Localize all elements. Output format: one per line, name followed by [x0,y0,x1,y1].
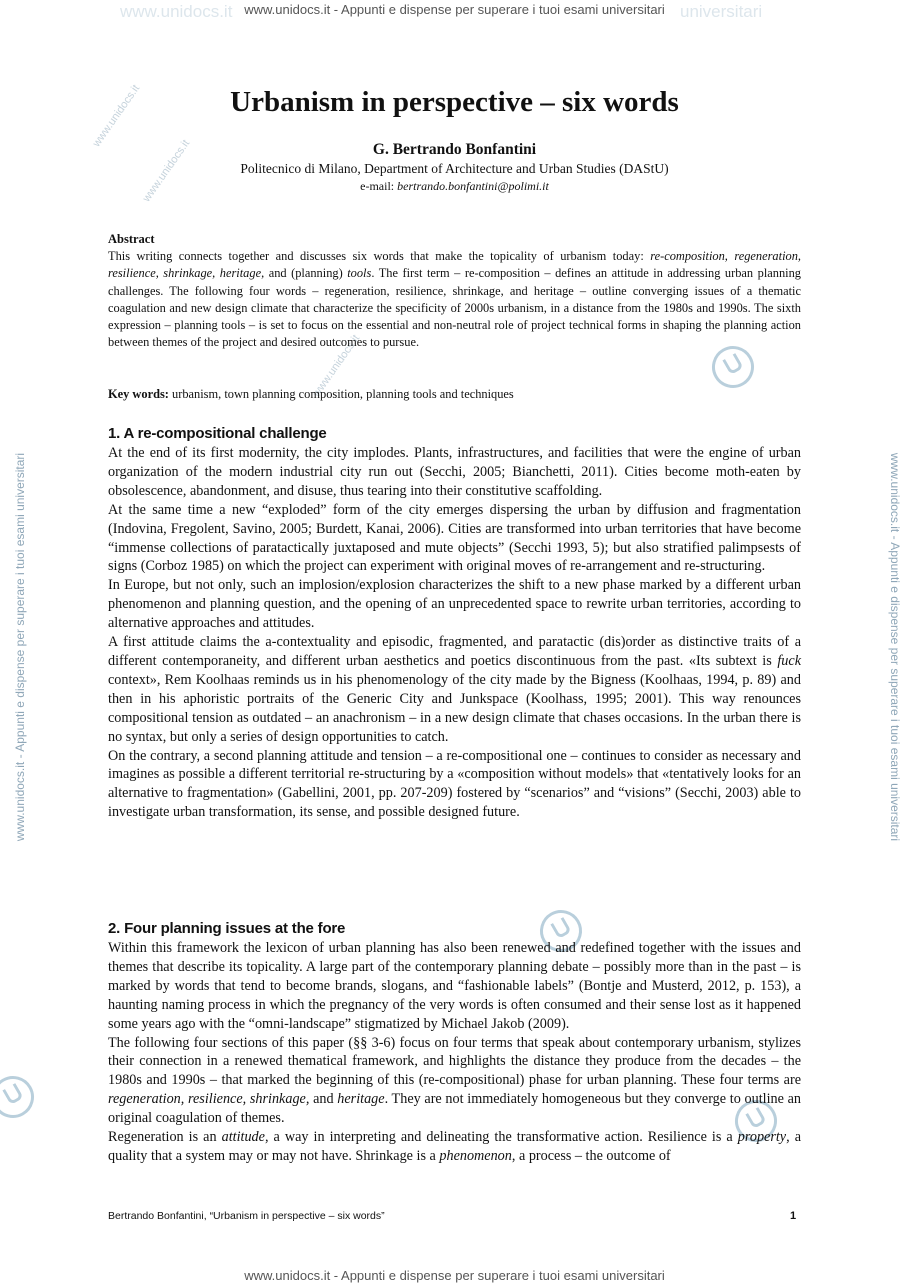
author-affiliation: Politecnico di Milano, Department of Architecture and Urban Studies (DAStU) [240,161,669,176]
page-number: 1 [790,1210,797,1222]
watermark-banner-bottom: www.unidocs.it - Appunti e dispense per superare i tuoi esami universitari [244,1268,665,1283]
abstract-text: This writing connects together and discusses six words that make the topicality of urbanism today: re-composition, regeneration, resilience, shrinkage, heritage, and (planning) tools. The first term – re-composition – defines an attitude in addressing urban planning challenges. The following four words – regeneration, resilience, shrinkage, and heritage – outline converging issues of a thematic coagulation and new design climate that characterize the specificity of 2000s urbanism, in a distance from the 1980s and 1990s. The sixth expression – planning tools – is set to focus on the essential and non-neutral role of project technical forms in shaping the planning action between themes of the project and desired outcomes to pursue. [108,249,801,350]
watermark-ghost-left: www.unidocs.it [120,2,233,21]
paragraph: In Europe, but not only, such an implosion/explosion characterizes the shift to a new phase marked by a different urban phenomenon and planning question, and the opening of an unprecedented space to rewrite urban territories, according to alternative approaches and attitudes. [108,577,801,632]
author-name: G. Bertrando Bonfantini [372,141,537,158]
paragraph: A first attitude claims the a-contextuality and episodic, fragmented, and paratactic (dis)order as distinctive traits of a different contemporaneity, and different urban aesthetics and poetics discontinuous from the past. «Its subtext is fuck context», Rem Koolhaas reminds us in his phenomenology of the city made by the Bigness (Koolhaas, 1994, p. 89) and then in his aphoristic portraits of the Generic City and Junkspace (Koolhass, 1995; 2001). This way renounces compositional tension as outdated – an anachronism – in a new design climate that chases occasions. In the urban there is no syntax, but only a series of design opportunities to catch. [108,634,801,745]
watermark-diagonal: www.unidocs.it [310,332,363,400]
paragraph: The following four sections of this paper (§§ 3-6) focus on four terms that speak about contemporary urbanism, stylizes their connection in a renewed thematical framework, and highlights the distance they produce from the decades – the 1980s and 1990s – that marked the beginning of this (re-compositional) phase for urban planning. These four terms are regeneration, resilience, shrinkage, and heritage. They are not immediately homogeneous but they converge to outline an original coagulation of themes. [108,1034,801,1127]
paragraph: At the end of its first modernity, the city implodes. Plants, infrastructures, and facilities that were the engine of urban organization of the modern industrial city run out (Secchi, 2005; Bianchetti, 2011). Cities become moth-eaten by obsolescence, abandonment, and disuse, thus tearing into their constitutive scaffolding. [108,445,801,499]
section-body [108,939,801,1166]
watermark-side-left: www.unidocs.it - Appunti e dispense per superare i tuoi esami universitari [13,452,27,842]
footer-citation: Bertrando Bonfantini, “Urbanism in perspective – six words” [108,1210,385,1222]
watermark-ghost-right: universitari [680,2,763,21]
watermark-side-right: www.unidocs.it - Appunti e dispense per superare i tuoi esami universitari [888,452,902,842]
email-address: bertrando.bonfantini@polimi.it [397,179,549,193]
paper-title: Urbanism in perspective – six words [230,86,679,118]
abstract-heading: Abstract [108,232,155,246]
paragraph: Within this framework the lexicon of urban planning has also been renewed and redefined together with the issues and themes that describe its topicality. A large part of the contemporary planning debate – possibly more than in the past – is marked by words that tend to become brands, slogans, and “fashionable labels” (Bontje and Musterd, 2012, p. 153), a haunting naming process in which the pregnancy of the very words is often consumed and their sense lost as it happened some years ago with the “omni-landscape” stigmatized by Michael Jakob (2009). [108,940,801,1032]
watermark-banner-top: www.unidocs.it - Appunti e dispense per superare i tuoi esami universitari [244,2,665,17]
section-body [108,444,801,822]
author-email [0,179,909,194]
paragraph: On the contrary, a second planning attitude and tension – a re-compositional one – continues to consider as necessary and imagines as possible a different territorial re-structuring by a «composition without models» that «tentatively looks for an alternative to fragmentation» (Gabellini, 2001, pp. 207-209) fostered by “scenarios” and “visions” (Secchi, 2003) able to investigate urban transformation, its sense, and possible designed future. [108,747,801,821]
keywords [108,386,801,403]
paragraph: Regeneration is an attitude, a way in interpreting and delineating the transformative action. Resilience is a property, a quality that a system may or may not have. Shrinkage is a phenomenon, a process – the outcome of [108,1129,801,1164]
keywords-label: Key words: [108,387,169,401]
watermark-diagonal: www.unidocs.it [140,137,193,205]
email-label: e-mail: [360,179,395,193]
watermark-logo-icon [0,1068,42,1125]
keywords-text: urbanism, town planning composition, planning tools and techniques [168,387,514,401]
section-heading: 1. A re-compositional challenge [108,425,327,442]
paragraph: At the same time a new “exploded” form of the city emerges dispersing the urban by diffusion and fragmentation (Indovina, Fregolent, Savino, 2005; Burdett, Kanai, 2006). Cities are transformed into urban territories that have become “immense collections of paratactically juxtaposed and mute objects” (Secchi 1993, 5); but also stratified palimpsests of signs (Corboz 1985) on which the project can experiment with original moves of re-arrangement and re-structuring. [108,501,801,575]
section-heading: 2. Four planning issues at the fore [108,920,346,937]
watermark-diagonal: www.unidocs.it [90,82,143,150]
